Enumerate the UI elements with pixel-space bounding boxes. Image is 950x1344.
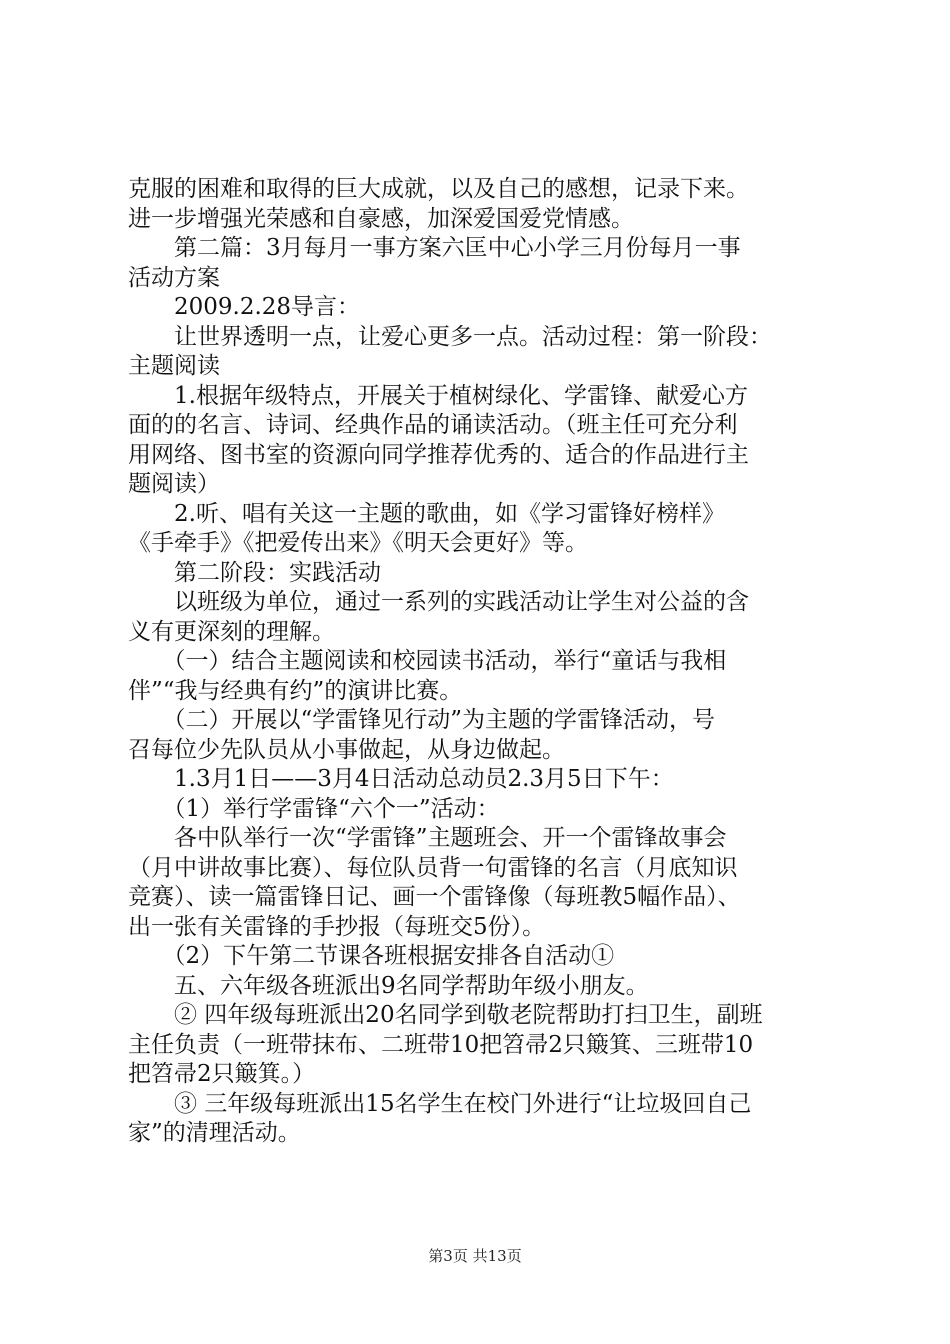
text-line: （一）结合主题阅读和校园读书活动，举行“童话与我相 xyxy=(128,648,727,674)
text-line: 2.听、唱有关这一主题的歌曲，如《学习雷锋好榜样》 xyxy=(128,500,725,527)
text-line: 进一步增强光荣感和自豪感，加深爱国爱党情感。 xyxy=(128,205,634,232)
text-line: 用网络、图书室的资源向同学推荐优秀的、适合的作品进行主 xyxy=(128,441,749,468)
text-line: 竞赛）、读一篇雷锋日记、画一个雷锋像（每班教5幅作品）、 xyxy=(128,884,741,910)
text-line: 第二阶段：实践活动 xyxy=(128,559,381,586)
text-line: 出一张有关雷锋的手抄报（每班交5份）。 xyxy=(128,913,546,940)
page-footer xyxy=(0,1246,950,1266)
text-line: 克服的困难和取得的巨大成就，以及自己的感想，记录下来。 xyxy=(128,176,749,202)
text-line: 义有更深刻的理解。 xyxy=(128,618,335,645)
text-line: 面的的名言、诗词、经典作品的诵读活动。（班主任可充分利 xyxy=(128,412,738,438)
text-line: 1.3月1日——3月4日活动总动员2.3月5日下午： xyxy=(128,766,674,792)
text-line: 主题阅读 xyxy=(128,353,220,379)
text-line: （1）举行学雷锋“六个一”活动： xyxy=(128,795,500,822)
text-line: 召每位少先队员从小事做起，从身边做起。 xyxy=(128,736,565,763)
text-line: 活动方案 xyxy=(128,264,220,291)
text-line: ③ 三年级每班派出15名学生在校门外进行“让垃圾回自己 xyxy=(128,1090,752,1117)
text-line: 第二篇：3月每月一事方案六匡中心小学三月份每月一事 xyxy=(128,235,741,261)
page-number: 第3页 共13页 xyxy=(428,1247,522,1265)
text-line: 以班级为单位，通过一系列的实践活动让学生对公益的含 xyxy=(128,589,749,615)
text-line: 主任负责（一班带抹布、二班带10把笤帚2只簸箕、三班带10 xyxy=(128,1031,754,1058)
text-line: 《手牵手》《把爱传出来》《明天会更好》等。 xyxy=(128,530,588,556)
text-line: ② 四年级每班派出20名同学到敬老院帮助打扫卫生，副班 xyxy=(128,1002,763,1028)
text-line: 题阅读） xyxy=(128,471,220,497)
text-line: 伴”“我与经典有约”的演讲比赛。 xyxy=(128,677,463,704)
text-line: 1.根据年级特点，开展关于植树绿化、学雷锋、献爱心方 xyxy=(128,382,748,409)
text-line: 让世界透明一点，让爱心更多一点。活动过程：第一阶段： xyxy=(128,323,772,350)
text-line: 2009.2.28导言： xyxy=(128,294,361,320)
text-line: 五、六年级各班派出9名同学帮助年级小朋友。 xyxy=(128,972,649,999)
text-line: （2）下午第二节课各班根据安排各自活动① xyxy=(128,943,615,969)
text-line: 家”的清理活动。 xyxy=(128,1120,301,1146)
text-line: 把笤帚2只簸箕。） xyxy=(128,1061,316,1087)
document-body xyxy=(128,175,840,1149)
text-line: （二）开展以“学雷锋见行动”为主题的学雷锋活动，号 xyxy=(128,707,716,733)
text-line: （月中讲故事比赛）、每位队员背一句雷锋的名言（月底知识 xyxy=(128,854,738,881)
text-line: 各中队举行一次“学雷锋”主题班会、开一个雷锋故事会 xyxy=(128,825,727,851)
